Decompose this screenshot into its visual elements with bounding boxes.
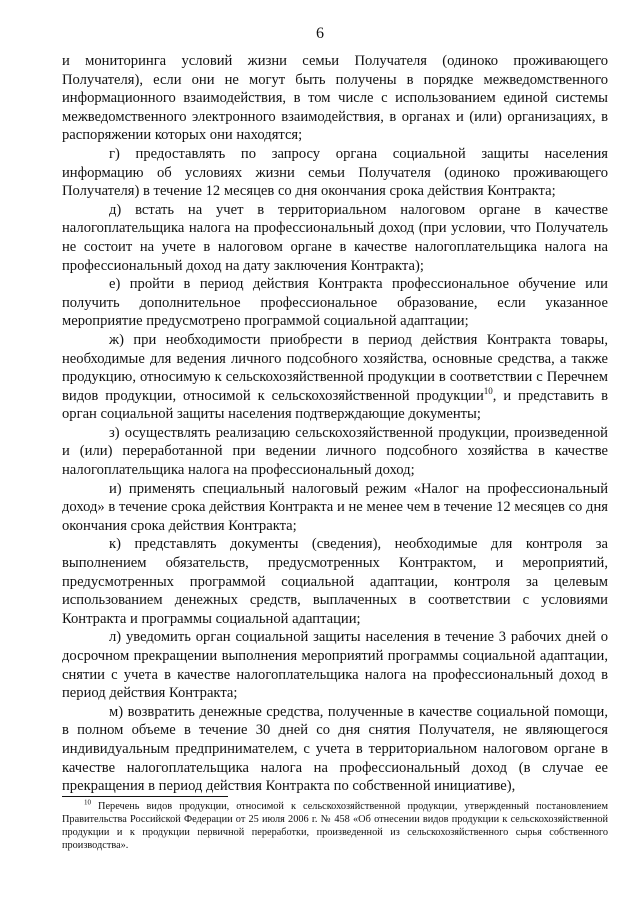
paragraph-k: к) представлять документы (сведения), необходимые для контроля за выполнением обязательств, предусмотренных Контрактом, и мероприятий, предусмотренных программой социальной адаптации, контроля за целевым использованием денежных средств, выплаченных в соответствии с условиями Контракта и программы социальной адаптации; xyxy=(62,536,608,627)
paragraph-z: з) осуществлять реализацию сельскохозяйственной продукции, произведенной и (или) переработанной при ведении личного подсобного хозяйства в качестве налогоплательщика налога на профессиональный доход; xyxy=(62,424,608,479)
paragraph-e: е) пройти в период действия Контракта профессиональное обучение или получить дополнительное профессиональное образование, если указанное мероприятие предусмотрено программой социальной адаптации; xyxy=(62,276,608,330)
document-body xyxy=(62,52,608,796)
footnote-divider xyxy=(62,796,228,797)
paragraph-g: г) предоставлять по запросу органа социальной защиты населения информацию об условиях жизни семьи Получателя (одиноко проживающего Получателя) в течение 12 месяцев со дня окончания срока действия Контракта; xyxy=(62,145,608,200)
paragraph-i: и) применять специальный налоговый режим «Налог на профессиональный доход» в течение срока действия Контракта и не менее чем в течение 12 месяцев со дня окончания срока действия Контракта; xyxy=(62,480,608,534)
footnote xyxy=(62,800,608,852)
paragraph-zh-text: ж) при необходимости приобрести в период действия Контракта товары, необходимые для ведения личного подсобного хозяйства, основные средства, а также продукцию, относимую к сельскохозяйственной продукции в соответствии с Перечнем видов продукции, относимой к сельскохозяйственной продукции xyxy=(62,331,608,404)
footnote-marker: 10 xyxy=(84,798,91,807)
footnote-text: Перечень видов продукции, относимой к сельскохозяйственной продукции, утвержденный постановлением Правительства Российской Федерации от 25 июля 2006 г. № 458 «Об отнесении видов продукции к сельскохозяйственной продукции и к продукции первичной переработки, произведенной из сельскохозяйственного сырья собственного производства». xyxy=(62,801,608,851)
paragraph-continuation: и мониторинга условий жизни семьи Получателя (одиноко проживающего Получателя), если они не могут быть получены в порядке межведомственного информационного взаимодействия, в том числе с использованием единой системы межведомственного электронного взаимодействия, в органах и (или) организациях, в распоряжении которых они находятся; xyxy=(62,53,608,144)
paragraph-d: д) встать на учет в территориальном налоговом органе в качестве налогоплательщика налога на профессиональный доход (при условии, что Получатель не состоит на учете в налоговом органе в качестве налогоплательщика налога на профессиональный доход на дату заключения Контракта); xyxy=(62,201,608,274)
paragraph-l: л) уведомить орган социальной защиты населения в течение 3 рабочих дней о досрочном прекращении выполнения мероприятий программы социальной адаптации, снятии с учета в качестве налогоплательщика налога на профессиональный доход в период действия Контракта; xyxy=(62,629,608,702)
paragraph-m: м) возвратить денежные средства, полученные в качестве социальной помощи, в полном объеме в течение 30 дней со дня снятия Получателя, не являющегося индивидуальным предпринимателем, с учета в территориальном налоговом органе в качестве налогоплательщика налога на профессиональный доход (в случае ее прекращения в период действия Контракта по собственной инициативе), xyxy=(62,703,608,795)
paragraph-zh-tail: , и представить в орган социальной защиты населения подтверждающие документы; xyxy=(62,387,608,423)
page-number: 6 xyxy=(316,25,324,42)
paragraph-zh xyxy=(62,331,608,424)
footnote-reference: 10 xyxy=(483,385,493,396)
